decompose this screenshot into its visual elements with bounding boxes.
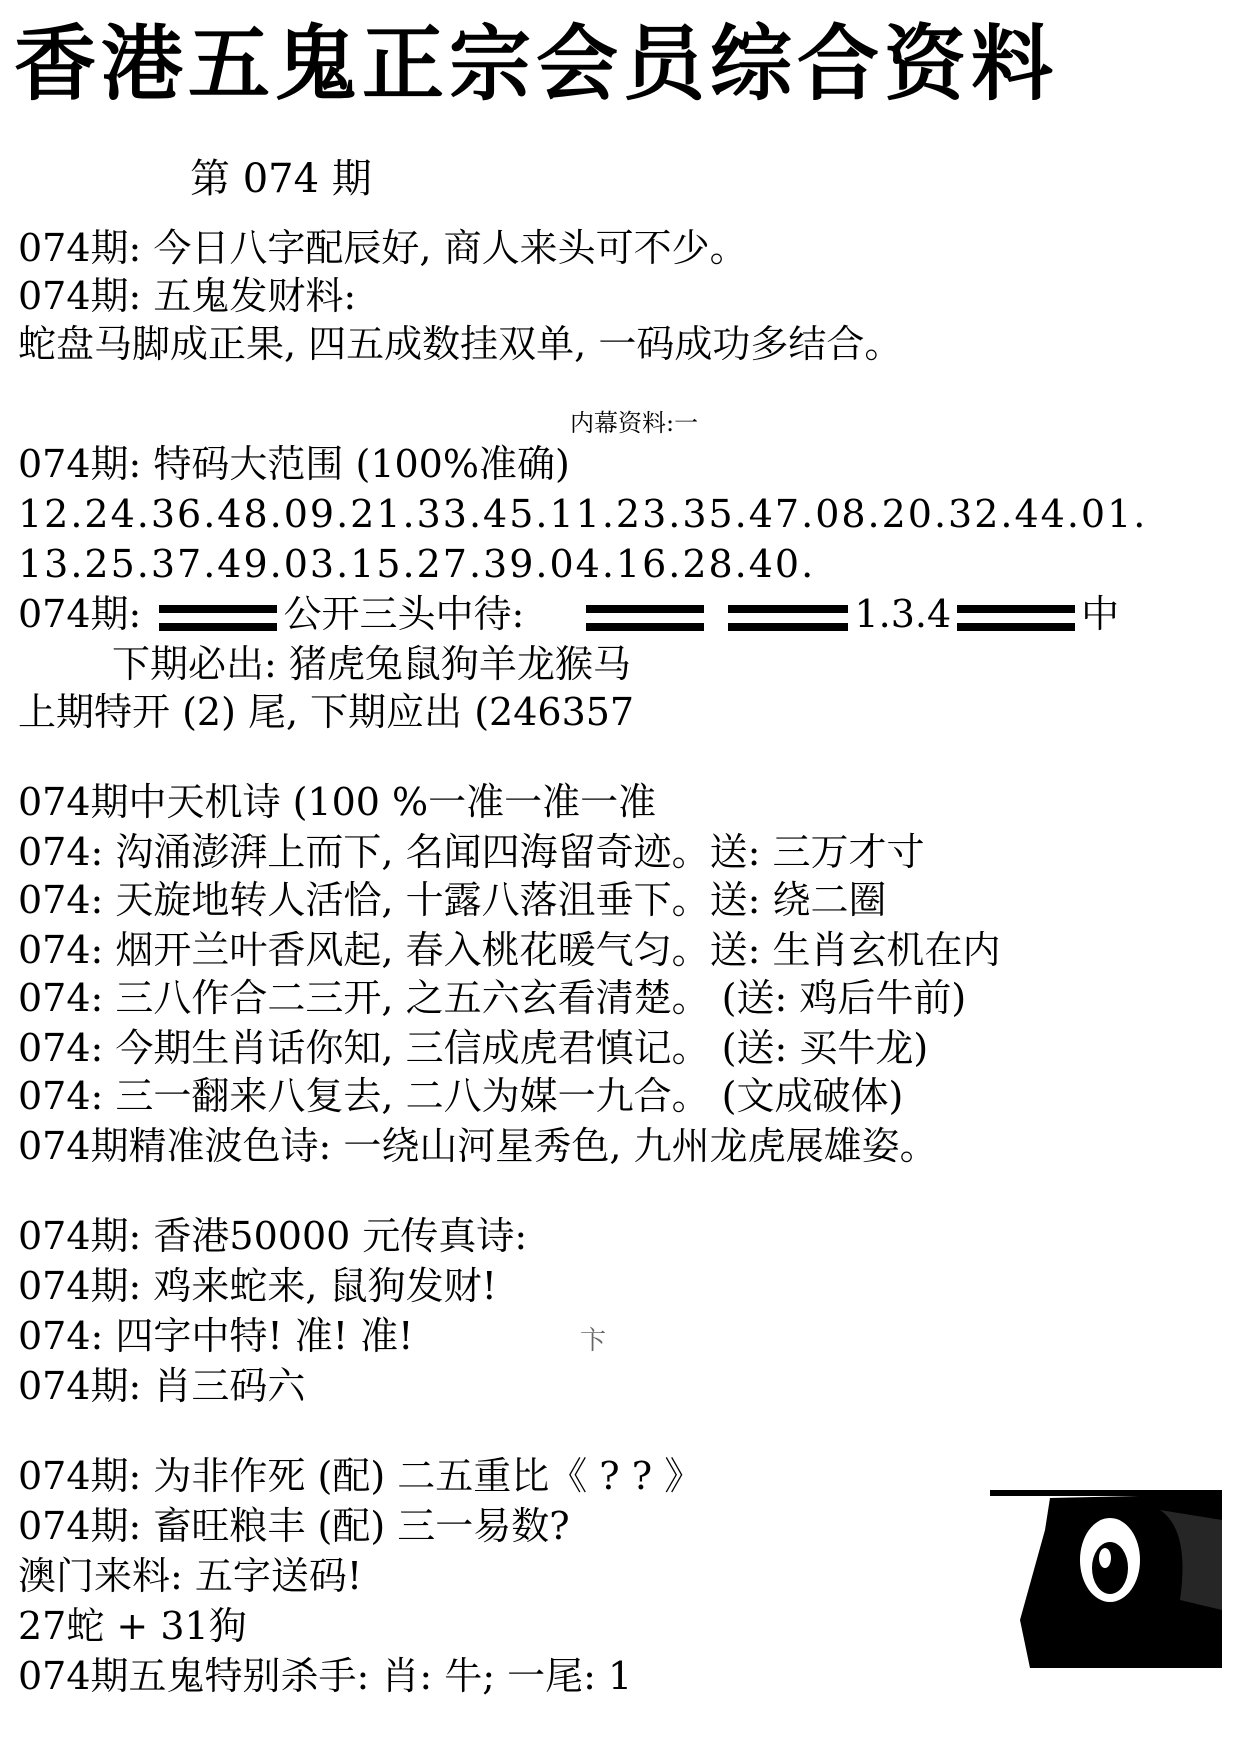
redacted-bar: [586, 605, 704, 631]
text-line: 074: 天旋地转人活恰, 十露八落沮垂下。送: 绕二圈: [18, 878, 887, 922]
text-line: 074: 烟开兰叶香风起, 春入桃花暖气匀。送: 生肖玄机在内: [18, 928, 1001, 972]
text-line: 074期: 特码大范围 (100%准确): [18, 442, 570, 486]
text-line: 27蛇 + 31狗: [18, 1604, 247, 1648]
inside-info-note: 内幕资料:一: [570, 409, 699, 437]
text-line: 074期中天机诗 (100 %一准一准一准: [18, 780, 657, 824]
issue-number: 第 074 期: [190, 156, 372, 202]
text-line: 074期五鬼特别杀手: 肖: 牛; 一尾: 1: [18, 1654, 633, 1698]
text-line: 下期必出: 猪虎兔鼠狗羊龙猴马: [112, 642, 631, 686]
scan-speck: 卞: [580, 1326, 607, 1356]
text-line: 上期特开 (2) 尾, 下期应出 (246357: [18, 690, 635, 734]
redacted-bar: [159, 605, 277, 631]
redacted-bar: [728, 605, 848, 631]
text-line: 074: 三一翻来八复去, 二八为媒一九合。 (文成破体): [18, 1074, 904, 1118]
text-line: 074: 四字中特! 准! 准!: [18, 1314, 414, 1358]
text-line: 074期精准波色诗: 一绕山河星秀色, 九州龙虎展雄姿。: [18, 1124, 938, 1168]
row-mid: 公开三头中待:: [283, 592, 525, 636]
text-line: 澳门来料: 五字送码!: [18, 1554, 363, 1598]
number-line: 12.24.36.48.09.21.33.45.11.23.35.47.08.20.32.44.01.: [18, 492, 1148, 536]
text-line: 蛇盘马脚成正果, 四五成数挂双单, 一码成功多结合。: [18, 322, 903, 366]
text-line: 074: 今期生肖话你知, 三信成虎君慎记。 (送: 买牛龙): [18, 1026, 929, 1070]
text-line: 074期: 为非作死 (配) 二五重比《 ? ? 》: [18, 1454, 703, 1498]
text-line: 074: 三八作合二三开, 之五六玄看清楚。 (送: 鸡后牛前): [18, 976, 967, 1020]
text-line: 074期: 五鬼发财料:: [18, 274, 357, 318]
text-line: 074期: 鸡来蛇来, 鼠狗发财!: [18, 1264, 497, 1308]
row-prefix: 074期:: [18, 592, 142, 636]
text-line: 074: 沟涌澎湃上而下, 名闻四海留奇迹。送: 三万才寸: [18, 830, 925, 874]
portrait-photo: [990, 1490, 1222, 1668]
row-nums: 1.3.4: [854, 592, 952, 636]
text-line: 074期: 今日八字配辰好, 商人来头可不少。: [18, 226, 748, 270]
row-end: 中: [1081, 592, 1120, 636]
public-three-heads-line: [18, 590, 1119, 638]
text-line: 074期: 肖三码六: [18, 1364, 306, 1408]
redacted-bar: [957, 605, 1075, 631]
text-line: 074期: 畜旺粮丰 (配) 三一易数?: [18, 1504, 570, 1548]
text-line: 074期: 香港50000 元传真诗:: [18, 1214, 528, 1258]
page-title: 香港五鬼正宗会员综合资料: [14, 17, 1059, 112]
number-line: 13.25.37.49.03.15.27.39.04.16.28.40.: [18, 542, 816, 586]
